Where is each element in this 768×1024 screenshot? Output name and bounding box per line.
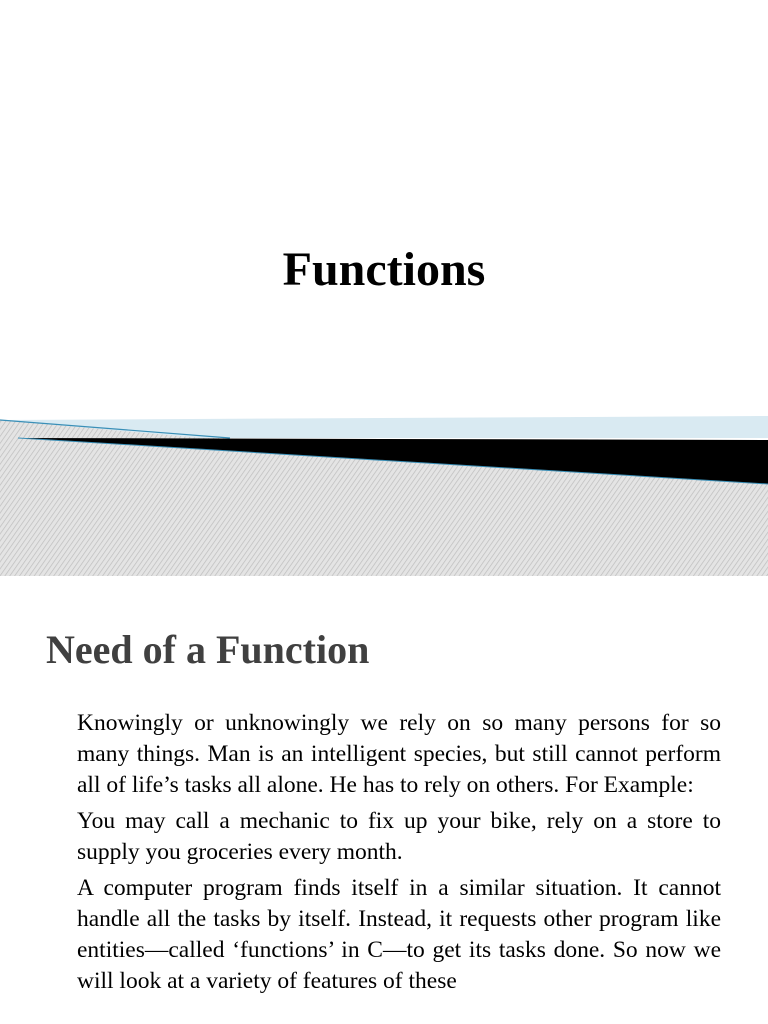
slide-body	[77, 708, 721, 1002]
decorative-wave-band	[0, 380, 768, 576]
content-slide	[0, 576, 768, 1024]
slide-heading: Need of a Function	[46, 627, 370, 672]
paragraph: You may call a mechanic to fix up your bike, rely on a store to supply you groceries every month.	[77, 808, 721, 865]
paragraph: A computer program finds itself in a similar situation. It cannot handle all the tasks by itself. Instead, it requests other program like entities—called ‘functions’ in C—to get its tasks done. So now we will look at a variety of features of these	[77, 875, 721, 994]
slide-title: Functions	[282, 243, 486, 296]
paragraph: Knowingly or unknowingly we rely on so many persons for so many things. Man is an intelligent species, but still cannot perform all of life’s tasks all alone. He has to rely on others. For Example:	[77, 710, 721, 798]
